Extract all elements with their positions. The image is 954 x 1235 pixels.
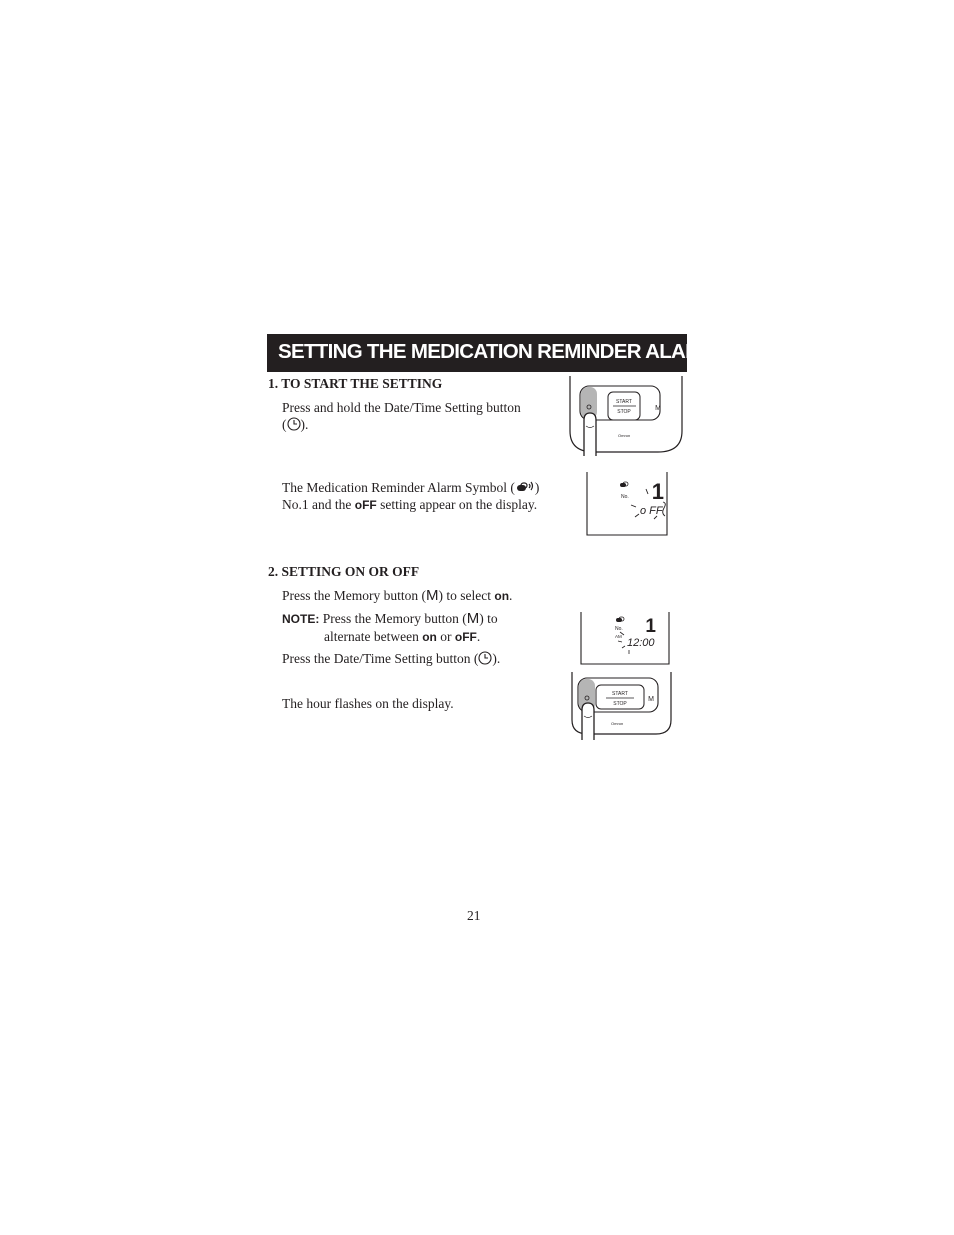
medication-reminder-icon [515, 480, 535, 494]
note-label: NOTE: [282, 612, 320, 626]
step2-note: NOTE: Press the Memory button (M) to alternate between on or oFF. [282, 610, 498, 644]
symbol-line2: No.1 and the oFF setting appear on the display. [282, 497, 538, 512]
display-digit-2: 1 [645, 616, 656, 637]
section-banner [267, 334, 716, 372]
display-off: o FF [640, 505, 663, 517]
m-label-2: M [648, 696, 654, 703]
clock-icon [287, 417, 301, 431]
display-digit: 1 [651, 479, 664, 504]
display-no: No. [621, 494, 629, 500]
step1-symbol-text [282, 479, 539, 514]
step1-line1: Press and hold the Date/Time Setting button [282, 400, 521, 415]
display-am: AM [615, 634, 622, 639]
memory-button-glyph: M [426, 587, 439, 604]
stop-label-2: STOP [613, 701, 627, 707]
display-time: 12:00 [627, 637, 655, 649]
page-number: 21 [467, 908, 481, 923]
display-illustration-off [584, 472, 670, 538]
m-label: M [655, 405, 661, 412]
clock-icon [478, 651, 492, 665]
step2-hour-flash: The hour flashes on the display. [282, 696, 454, 711]
step1-instruction [282, 399, 521, 433]
symbol-line1: The Medication Reminder Alarm Symbol ( ) [282, 480, 540, 495]
display-no-2: No. [615, 626, 623, 632]
brand-label-2: Omron [611, 721, 624, 726]
step2-press-memory: Press the Memory button (M) to select on. [282, 587, 513, 604]
start-label: START [616, 399, 632, 405]
display-and-device-illustration [566, 612, 676, 740]
section-title: SETTING THE MEDICATION REMINDER ALARM [278, 340, 716, 363]
step2-heading: 2. SETTING ON OR OFF [268, 564, 420, 579]
step1-heading: 1. TO START THE SETTING [268, 376, 443, 391]
device-press-illustration-1 [566, 376, 688, 456]
step1-line2: ( ). [282, 417, 309, 432]
start-label-2: START [612, 691, 628, 697]
brand-label: Omron [618, 433, 631, 438]
step2-press-datetime: Press the Date/Time Setting button ( ). [282, 651, 501, 666]
stop-label: STOP [617, 409, 631, 415]
